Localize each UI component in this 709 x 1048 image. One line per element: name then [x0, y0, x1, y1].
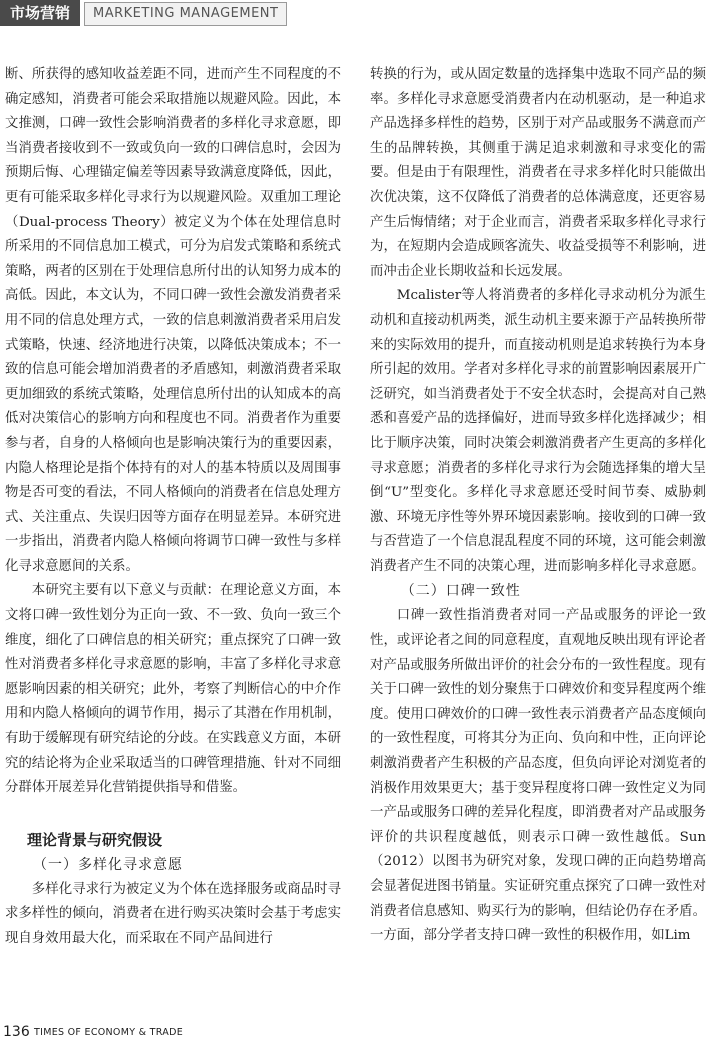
page-footer: [0, 1018, 709, 1048]
subsection-heading: （一）多样化寻求意愿: [33, 856, 183, 873]
paragraph: 断、所获得的感知收益差距不同，进而产生不同程度的不确定感知，消费者可能会采取措施以规避风险。因此，本文推测，口碑一致性会影响消费者的多样化寻求意愿，即当消费者接收到不一致或负向一致的口碑信息时，会因为预期后悔、心理锚定偏差等因素导致满意度降低，因此，更有可能采取多样化寻求行为以规避风险。双重加工理论（Dual-process Theory）被定义为个体在处理信息时所采用的不同信息加工模式，可分为启发式策略和系统式策略，两者的区别在于处理信息所付出的认知努力成本的高低。因此，本文认为，不同口碑一致性会激发消费者采用不同的信息处理方式，一致的信息刺激消费者采用启发式策略，快速、经济地进行决策，以降低决策成本；不一致的信息可能会增加消费者的矛盾感知，刺激消费者采取更加细致的系统式策略，处理信息所付出的认知成本的高低对决策信心的影响方向和程度也不同。消费者作为重要参与者，自身的人格倾向也是影响决策行为的重要因素，内隐人格理论是指个体持有的对人的基本特质以及周围事物是否可变的看法，不同人格倾向的消费者在信息处理方式、关注重点、失误归因等方面存在明显差异。本研究进一步指出，消费者内隐人格倾向将调节口碑一致性与多样化寻求意愿间的关系。: [5, 67, 341, 574]
section-tag-english: MARKETING MANAGEMENT: [84, 2, 287, 26]
left-column: [5, 63, 341, 952]
journal-name: TIMES OF ECONOMY & TRADE: [34, 1027, 183, 1038]
paragraph: 多样化寻求行为被定义为个体在选择服务或商品时寻求多样性的倾向，消费者在进行购买决策时会基于考虑实现自身效用最大化，而采取在不同产品间进行: [5, 881, 341, 946]
paragraph: 口碑一致性指消费者对同一产品或服务的评论一致性，或评论者之间的同意程度，直观地反映出现有评论者对产品或服务所做出评价的社会分布的一致性程度。现有关于口碑一致性的划分聚焦于口碑效价和变异程度两个维度。使用口碑效价的口碑一致性表示消费者产品态度倾向的一致性程度，可将其分为正向、负向和中性，正向评论刺激消费者产生积极的产品态度，但负向评论对浏览者的消极作用效果更大；基于变异程度将口碑一致性定义为同一产品或服务口碑的差异化程度，即消费者对产品或服务评价的共识程度越低，则表示口碑一致性越低。Sun（2012）以图书为研究对象，发现口碑的正向趋势增高会显著促进图书销量。实证研究重点探究了口碑一致性对消费者信息感知、购买行为的影响，但结论仍存在矛盾。一方面，部分学者支持口碑一致性的积极作用，如Lim: [370, 608, 706, 944]
page-header: [0, 0, 709, 30]
subsection-heading: （二）口碑一致性: [400, 583, 521, 600]
section-tag: 市场营销: [0, 0, 80, 26]
paragraph: Mcalister等人将消费者的多样化寻求动机分为派生动机和直接动机两类，派生动机主要来源于产品转换所带来的实际效用的提升，而直接动机则是追求转换行为本身所引起的效用。学者对多样化寻求的前置影响因素展开广泛研究，如当消费者处于不安全状态时，会提高对自己熟悉和喜爱产品的选择偏好，进而导致多样化选择减少；相比于顺序决策，同时决策会刺激消费者产生更高的多样化寻求意愿；消费者的多样化寻求行为会随选择集的增大呈倒“U”型变化。多样化寻求意愿还受时间节奏、威胁刺激、环境无序性等外界环境因素影响。接收到的口碑一致与否营造了一个信息混乱程度不同的环境，这可能会刺激消费者产生不同的决策心理，进而影响多样化寻求意愿。: [370, 288, 706, 574]
section-heading: 理论背景与研究假设: [27, 830, 163, 849]
paragraph: 本研究主要有以下意义与贡献：在理论意义方面，本文将口碑一致性划分为正向一致、不一致、负向一致三个维度，细化了口碑信息的相关研究；重点探究了口碑一致性对消费者多样化寻求意愿的影响，丰富了多样化寻求意愿影响因素的相关研究；此外，考察了判断信心的中介作用和内隐人格倾向的调节作用，揭示了其潜在作用机制，有助于缓解现有研究结论的分歧。在实践意义方面，本研究的结论将为企业采取适当的口碑管理措施、针对不同细分群体开展差异化营销提供指导和借鉴。: [5, 583, 341, 796]
page-number: 136: [3, 1024, 30, 1040]
paragraph: 转换的行为，或从固定数量的选择集中选取不同产品的频率。多样化寻求意愿受消费者内在动机驱动，是一种追求产品选择多样性的趋势，区别于对产品或服务不满意而产生的品牌转换，其侧重于满足追求刺激和寻求变化的需要。但是由于有限理性，消费者在寻求多样化时只能做出次优决策，这不仅降低了消费者的总体满意度，还更容易产生后悔情绪；对于企业而言，消费者采取多样化寻求行为，在短期内会造成顾客流失、收益受损等不利影响，进而冲击企业长期收益和长远发展。: [370, 67, 706, 279]
right-column: [370, 63, 706, 949]
